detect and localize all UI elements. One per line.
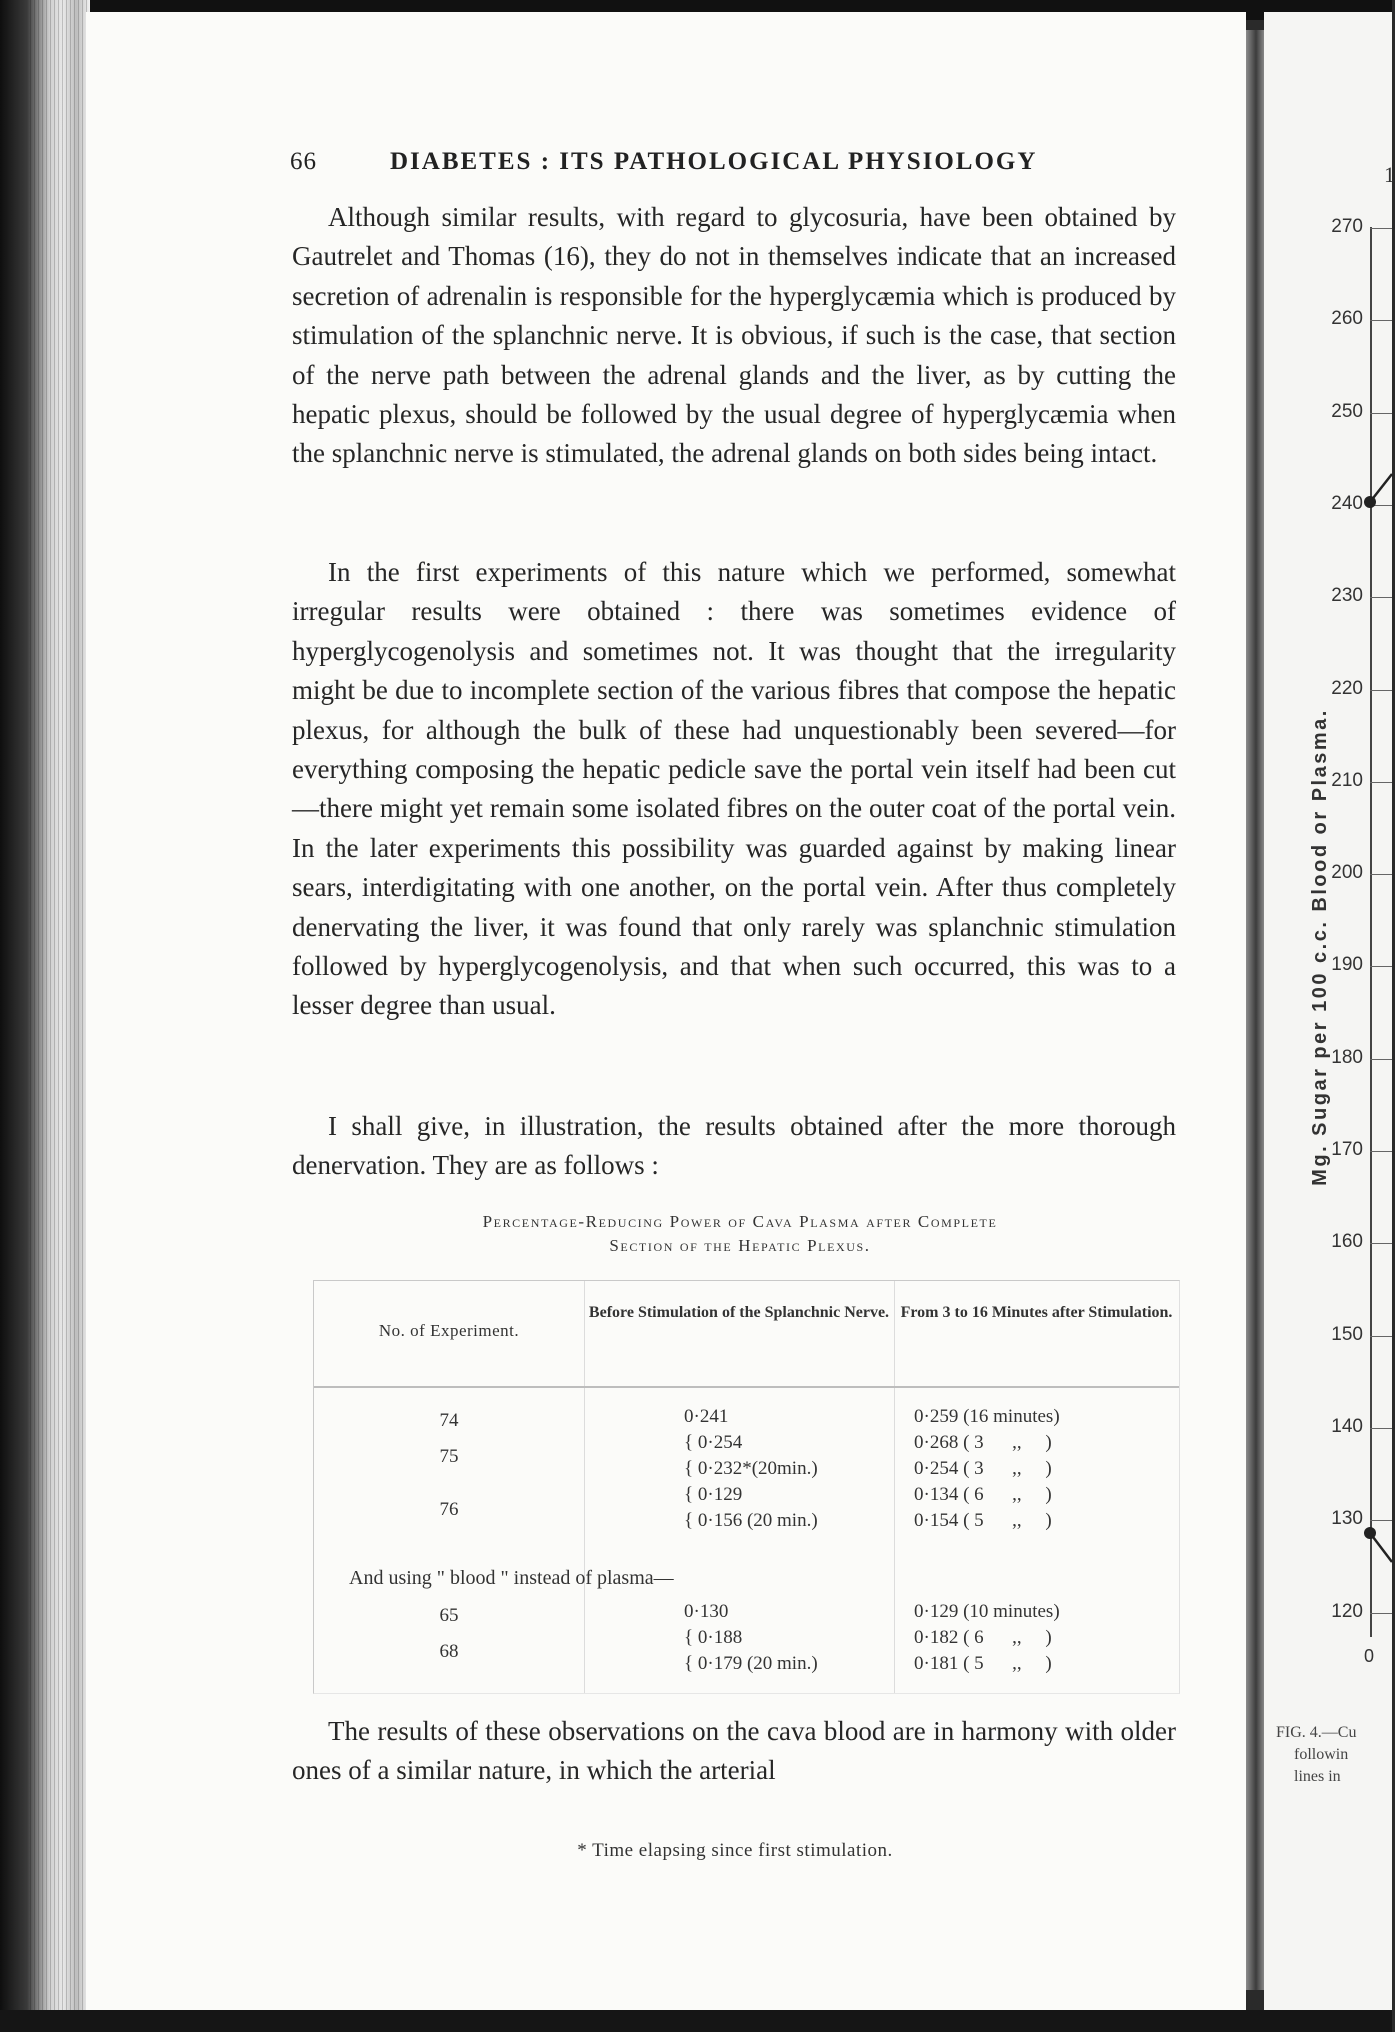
paragraph-4-text: The results of these observations on the cava blood are in harmony with older ones of a similar nature, in which the arterial	[292, 1716, 1176, 1786]
book-gutter	[1246, 30, 1266, 1990]
y-axis-label: Mg. Sugar per 100 c.c. Blood or Plasma.	[1309, 708, 1331, 1186]
cell-before: { 0·232*(20min.)	[684, 1458, 818, 1479]
table-divider	[584, 1281, 585, 1693]
paragraph-3	[292, 1107, 1176, 1186]
cell-before: 0·130	[684, 1601, 729, 1622]
cell-after: 0·134 ( 6 ,, )	[914, 1484, 1052, 1505]
x-tick-label: 0	[1364, 1646, 1375, 1666]
y-tick-label: 230	[1331, 585, 1363, 607]
y-tick-label: 210	[1331, 769, 1363, 791]
cell-after: 0·129 (10 minutes)	[914, 1601, 1060, 1622]
y-tick-label: 140	[1331, 1415, 1363, 1437]
paragraph-1-text: Although similar results, with regard to glycosuria, have been obtained by Gautrelet and Thomas (16), they do not in themselves indicate that an increased secretion of adrenalin is responsible for the hyperglycæmia which is produced by stimulation of the splanchnic nerve. It is obvious, if such is the case, that section of the nerve path between the adrenal glands and the liver, as by cutting the hepatic plexus, should be followed by the usual degree of hyperglycæmia when the splanchnic nerve is stimulated, the adrenal glands on both sides being intact.	[292, 202, 1176, 469]
caption-line: followin	[1294, 1746, 1349, 1763]
y-tick-label: 130	[1331, 1508, 1363, 1530]
adjacent-header-fragment: 1	[1384, 162, 1395, 187]
y-tick-label: 150	[1331, 1323, 1363, 1345]
caption-line: lines in	[1294, 1768, 1341, 1785]
cell-exp: 68	[439, 1641, 459, 1662]
figure-caption-fragment	[1276, 1722, 1392, 1788]
cell-after: 0·254 ( 3 ,, )	[914, 1458, 1052, 1479]
cell-exp: 75	[439, 1446, 459, 1467]
footnote: * Time elapsing since first stimulation.	[577, 1840, 893, 1861]
y-tick-label: 160	[1331, 1231, 1363, 1253]
y-tick-label: 250	[1331, 400, 1363, 422]
cell-after: 0·181 ( 5 ,, )	[914, 1653, 1052, 1674]
column-header-experiment: No. of Experiment.	[378, 1321, 520, 1340]
y-tick-label: 270	[1331, 216, 1363, 237]
cell-before: { 0·129	[684, 1484, 743, 1505]
running-head: DIABETES : ITS PATHOLOGICAL PHYSIOLOGY	[390, 148, 1038, 175]
y-tick-label: 120	[1331, 1600, 1363, 1622]
paragraph-3-text: I shall give, in illustration, the results obtained after the more thorough denervation. They are as follows :	[292, 1111, 1176, 1181]
table-header-rule	[314, 1386, 1179, 1388]
y-tick-label: 170	[1331, 1139, 1363, 1160]
cell-before: { 0·179 (20 min.)	[684, 1653, 818, 1674]
paragraph-1	[292, 198, 1176, 474]
series-line-fragment	[1264, 12, 1392, 2010]
cell-after: 0·154 ( 5 ,, )	[914, 1510, 1052, 1531]
y-tick-label: 240	[1331, 492, 1363, 514]
column-header-before: Before Stimulation of the Splanchnic Nerve.	[588, 1304, 890, 1321]
cell-exp: 76	[439, 1499, 459, 1520]
paragraph-2	[292, 553, 1176, 1026]
y-tick-label: 220	[1331, 677, 1363, 699]
page-header	[290, 148, 1090, 182]
y-tick-label: 260	[1331, 308, 1363, 330]
y-tick-label: 180	[1331, 1046, 1363, 1068]
table-caption-line-2: Section of the Hepatic Plexus.	[609, 1236, 871, 1255]
column-header-after: From 3 to 16 Minutes after Stimulation.	[900, 1304, 1173, 1321]
page-number: 66	[290, 148, 317, 175]
cell-before: 0·241	[684, 1406, 729, 1427]
cell-after: 0·182 ( 6 ,, )	[914, 1627, 1052, 1648]
scan-bottom-edge	[0, 2010, 1392, 2032]
paragraph-2-text: In the first experiments of this nature which we performed, somewhat irregular results were obtained : there was sometimes evidence of hyperglycogenolysis and sometimes not. It was thought that the irregularity might be due to incomplete section of the various fibres that compose the hepatic plexus, for although the bulk of these had unquestionably been severed—for everything composing the hepatic pedicle save the portal vein itself had been cut—there might yet remain some isolated fibres on the outer coat of the portal vein. In the later experiments this possibility was guarded against by making linear sears, interdigitating with one another, on the portal vein. After thus completely denervating the liver, it was found that only rarely was splanchnic stimulation followed by hyperglycogenolysis, and that when such occurred, this was to a lesser degree than usual.	[292, 557, 1176, 1021]
cell-before: { 0·254	[684, 1432, 743, 1453]
cell-after: 0·259 (16 minutes)	[914, 1406, 1060, 1427]
cell-exp: 65	[439, 1605, 459, 1626]
cell-exp: 74	[439, 1410, 459, 1431]
caption-line: FIG. 4.—Cu	[1276, 1724, 1357, 1741]
adjacent-chart-fragment	[1264, 12, 1395, 2010]
table-caption-line-1: Percentage-Reducing Power of Cava Plasma after Complete	[482, 1212, 998, 1231]
paragraph-4	[292, 1712, 1176, 1791]
y-tick-label: 200	[1331, 862, 1363, 884]
cell-after: 0·268 ( 3 ,, )	[914, 1432, 1052, 1453]
page-edges	[30, 0, 90, 2032]
blood-note: And using " blood " instead of plasma—	[349, 1567, 674, 1589]
data-table	[313, 1280, 1180, 1694]
cell-before: { 0·156 (20 min.)	[684, 1510, 818, 1531]
table-divider	[894, 1281, 895, 1693]
table-caption	[300, 1210, 1180, 1258]
cell-before: { 0·188	[684, 1627, 743, 1648]
y-tick-label: 190	[1331, 954, 1363, 976]
